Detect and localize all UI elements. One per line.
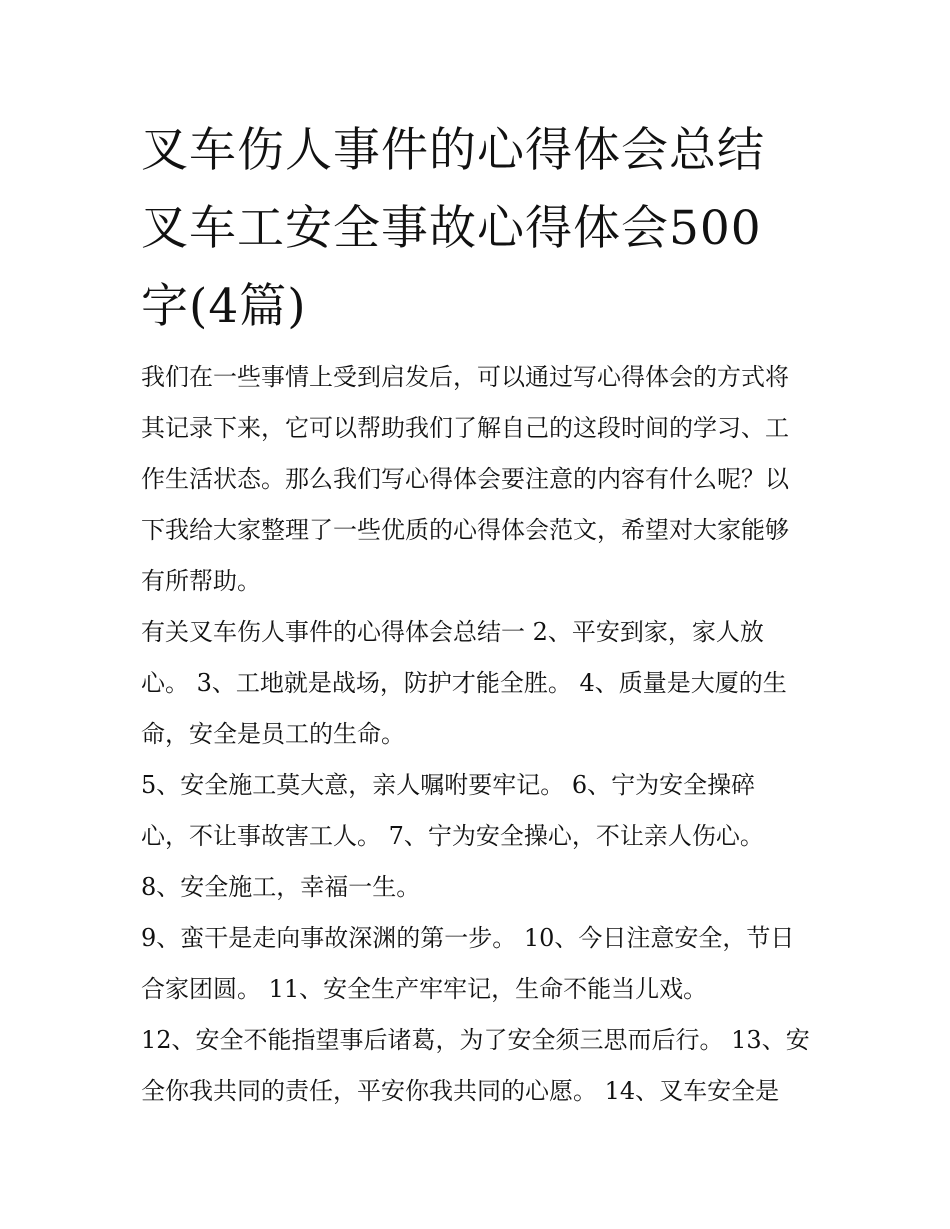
text-line: 5、安全施工莫大意，亲人嘱咐要牢记。 6、宁为安全操碎	[141, 771, 756, 799]
paragraph-slogans-4	[141, 913, 821, 1015]
text-line: 下我给大家整理了一些优质的心得体会范文，希望对大家能够	[141, 516, 789, 544]
text-line: 12、安全不能指望事后诸葛，为了安全须三思而后行。 13、安	[141, 1026, 810, 1054]
text-line: 其记录下来，它可以帮助我们了解自己的这段时间的学习、工	[141, 414, 789, 442]
paragraph-slogans-3	[141, 862, 821, 913]
text-line: 9、蛮干是走向事故深渊的第一步。 10、今日注意安全，节日	[141, 924, 795, 952]
text-line: 8、安全施工，幸福一生。	[141, 873, 421, 901]
text-line: 作生活状态。那么我们写心得体会要注意的内容有什么呢？以	[141, 465, 789, 493]
text-line: 命，安全是员工的生命。	[141, 720, 405, 748]
text-line: 我们在一些事情上受到启发后，可以通过写心得体会的方式将	[141, 363, 789, 391]
paragraph-slogans-5	[141, 1015, 821, 1117]
paragraph-intro	[141, 352, 821, 607]
title-line-3: 字(4篇)	[141, 279, 307, 334]
title-line-2: 叉车工安全事故心得体会500	[141, 201, 762, 256]
document-body	[141, 352, 821, 1117]
title-line-1: 叉车伤人事件的心得体会总结	[141, 123, 765, 178]
text-line: 有所帮助。	[141, 567, 261, 595]
text-line: 有关叉车伤人事件的心得体会总结一 2、平安到家，家人放	[141, 618, 764, 646]
text-line: 心。 3、工地就是战场，防护才能全胜。 4、质量是大厦的生	[141, 669, 787, 697]
text-line: 合家团圆。 11、安全生产牢牢记，生命不能当儿戏。	[141, 975, 708, 1003]
document-page	[141, 112, 821, 1117]
text-line: 心，不让事故害工人。 7、宁为安全操心，不让亲人伤心。	[141, 822, 764, 850]
document-title	[141, 112, 821, 346]
paragraph-slogans-1	[141, 607, 821, 760]
text-line: 全你我共同的责任，平安你我共同的心愿。 14、叉车安全是	[141, 1077, 780, 1105]
paragraph-slogans-2	[141, 760, 821, 862]
